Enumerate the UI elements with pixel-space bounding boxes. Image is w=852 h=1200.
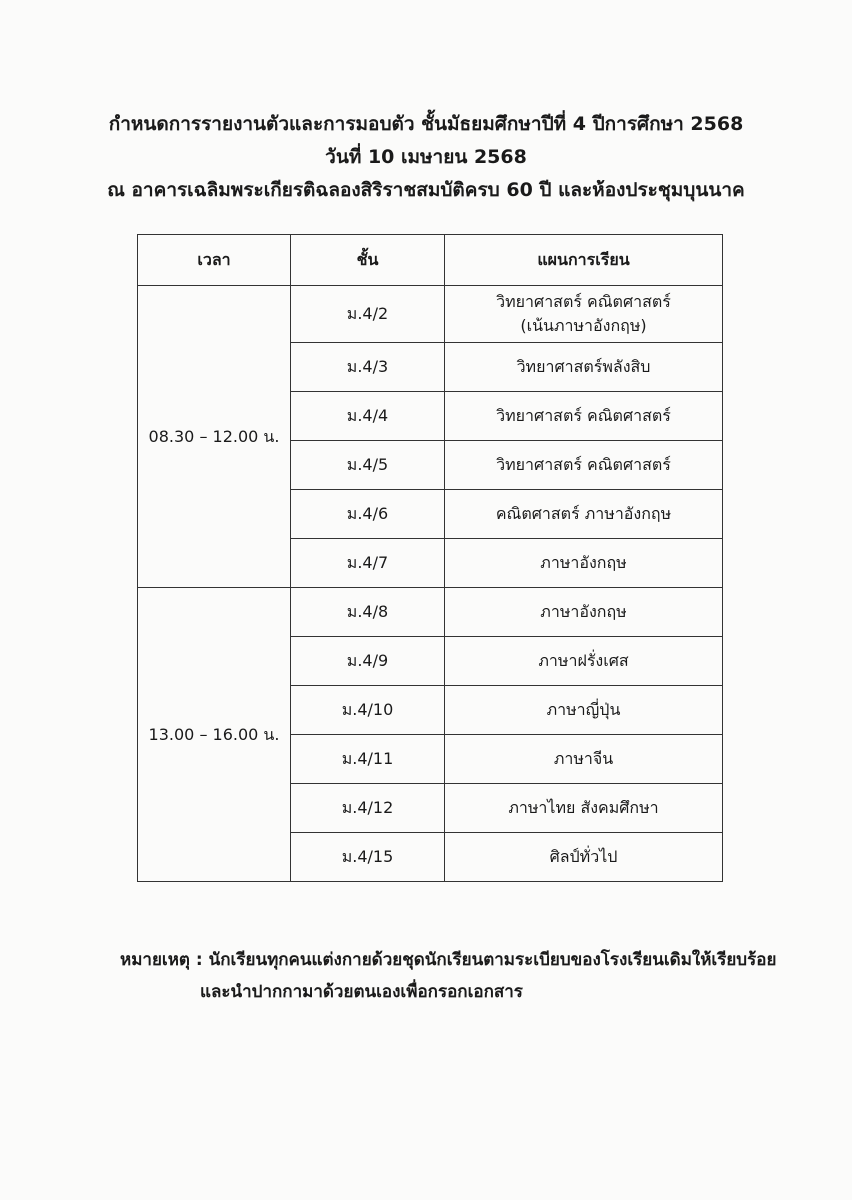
class-cell: ม.4/9 — [291, 637, 445, 686]
class-cell: ม.4/5 — [291, 441, 445, 490]
plan-cell: ภาษาญี่ปุ่น — [445, 686, 723, 735]
column-header-class: ชั้น — [291, 235, 445, 286]
document-title — [0, 108, 852, 207]
table-row — [138, 588, 723, 637]
title-line-3: ณ อาคารเฉลิมพระเกียรติฉลองสิริราชสมบัติครบ 60 ปี และห้องประชุมบุนนาค — [107, 179, 745, 201]
schedule-table — [137, 234, 723, 882]
remark-line-2 — [120, 976, 820, 1008]
class-cell: ม.4/8 — [291, 588, 445, 637]
plan-cell: คณิตศาสตร์ ภาษาอังกฤษ — [445, 490, 723, 539]
remark-block — [120, 944, 820, 1008]
plan-cell: วิทยาศาสตร์ คณิตศาสตร์ — [445, 441, 723, 490]
class-cell: ม.4/15 — [291, 833, 445, 882]
plan-cell: ภาษาอังกฤษ — [445, 539, 723, 588]
session-time-morning: 08.30 – 12.00 น. — [138, 286, 291, 588]
class-cell: ม.4/11 — [291, 735, 445, 784]
plan-cell: วิทยาศาสตร์พลังสิบ — [445, 343, 723, 392]
class-cell: ม.4/3 — [291, 343, 445, 392]
plan-cell — [445, 286, 723, 343]
class-cell: ม.4/10 — [291, 686, 445, 735]
remark-text-1: นักเรียนทุกคนแต่งกายด้วยชุดนักเรียนตามระเบียบของโรงเรียนเดิมให้เรียบร้อย — [208, 950, 777, 970]
plan-text: วิทยาศาสตร์ คณิตศาสตร์ — [496, 292, 671, 311]
column-header-time: เวลา — [138, 235, 291, 286]
class-cell: ม.4/2 — [291, 286, 445, 343]
remark-text-2: และนำปากกามาด้วยตนเองเพื่อกรอกเอกสาร — [200, 982, 523, 1002]
table-row — [138, 286, 723, 343]
plan-cell: ศิลป์ทั่วไป — [445, 833, 723, 882]
remark-line-1 — [120, 944, 820, 976]
plan-cell: ภาษาอังกฤษ — [445, 588, 723, 637]
plan-cell: ภาษาฝรั่งเศส — [445, 637, 723, 686]
session-time-afternoon: 13.00 – 16.00 น. — [138, 588, 291, 882]
title-line-1: กำหนดการรายงานตัวและการมอบตัว ชั้นมัธยมศึกษาปีที่ 4 ปีการศึกษา 2568 — [108, 113, 744, 135]
column-header-plan: แผนการเรียน — [445, 235, 723, 286]
class-cell: ม.4/12 — [291, 784, 445, 833]
class-cell: ม.4/7 — [291, 539, 445, 588]
plan-cell: ภาษาไทย สังคมศึกษา — [445, 784, 723, 833]
plan-note: (เน้นภาษาอังกฤษ) — [520, 316, 647, 335]
class-cell: ม.4/4 — [291, 392, 445, 441]
class-cell: ม.4/6 — [291, 490, 445, 539]
plan-cell: วิทยาศาสตร์ คณิตศาสตร์ — [445, 392, 723, 441]
plan-cell: ภาษาจีน — [445, 735, 723, 784]
remark-label: หมายเหตุ : — [120, 950, 203, 970]
table-header-row — [138, 235, 723, 286]
title-line-2: วันที่ 10 เมษายน 2568 — [325, 146, 527, 168]
